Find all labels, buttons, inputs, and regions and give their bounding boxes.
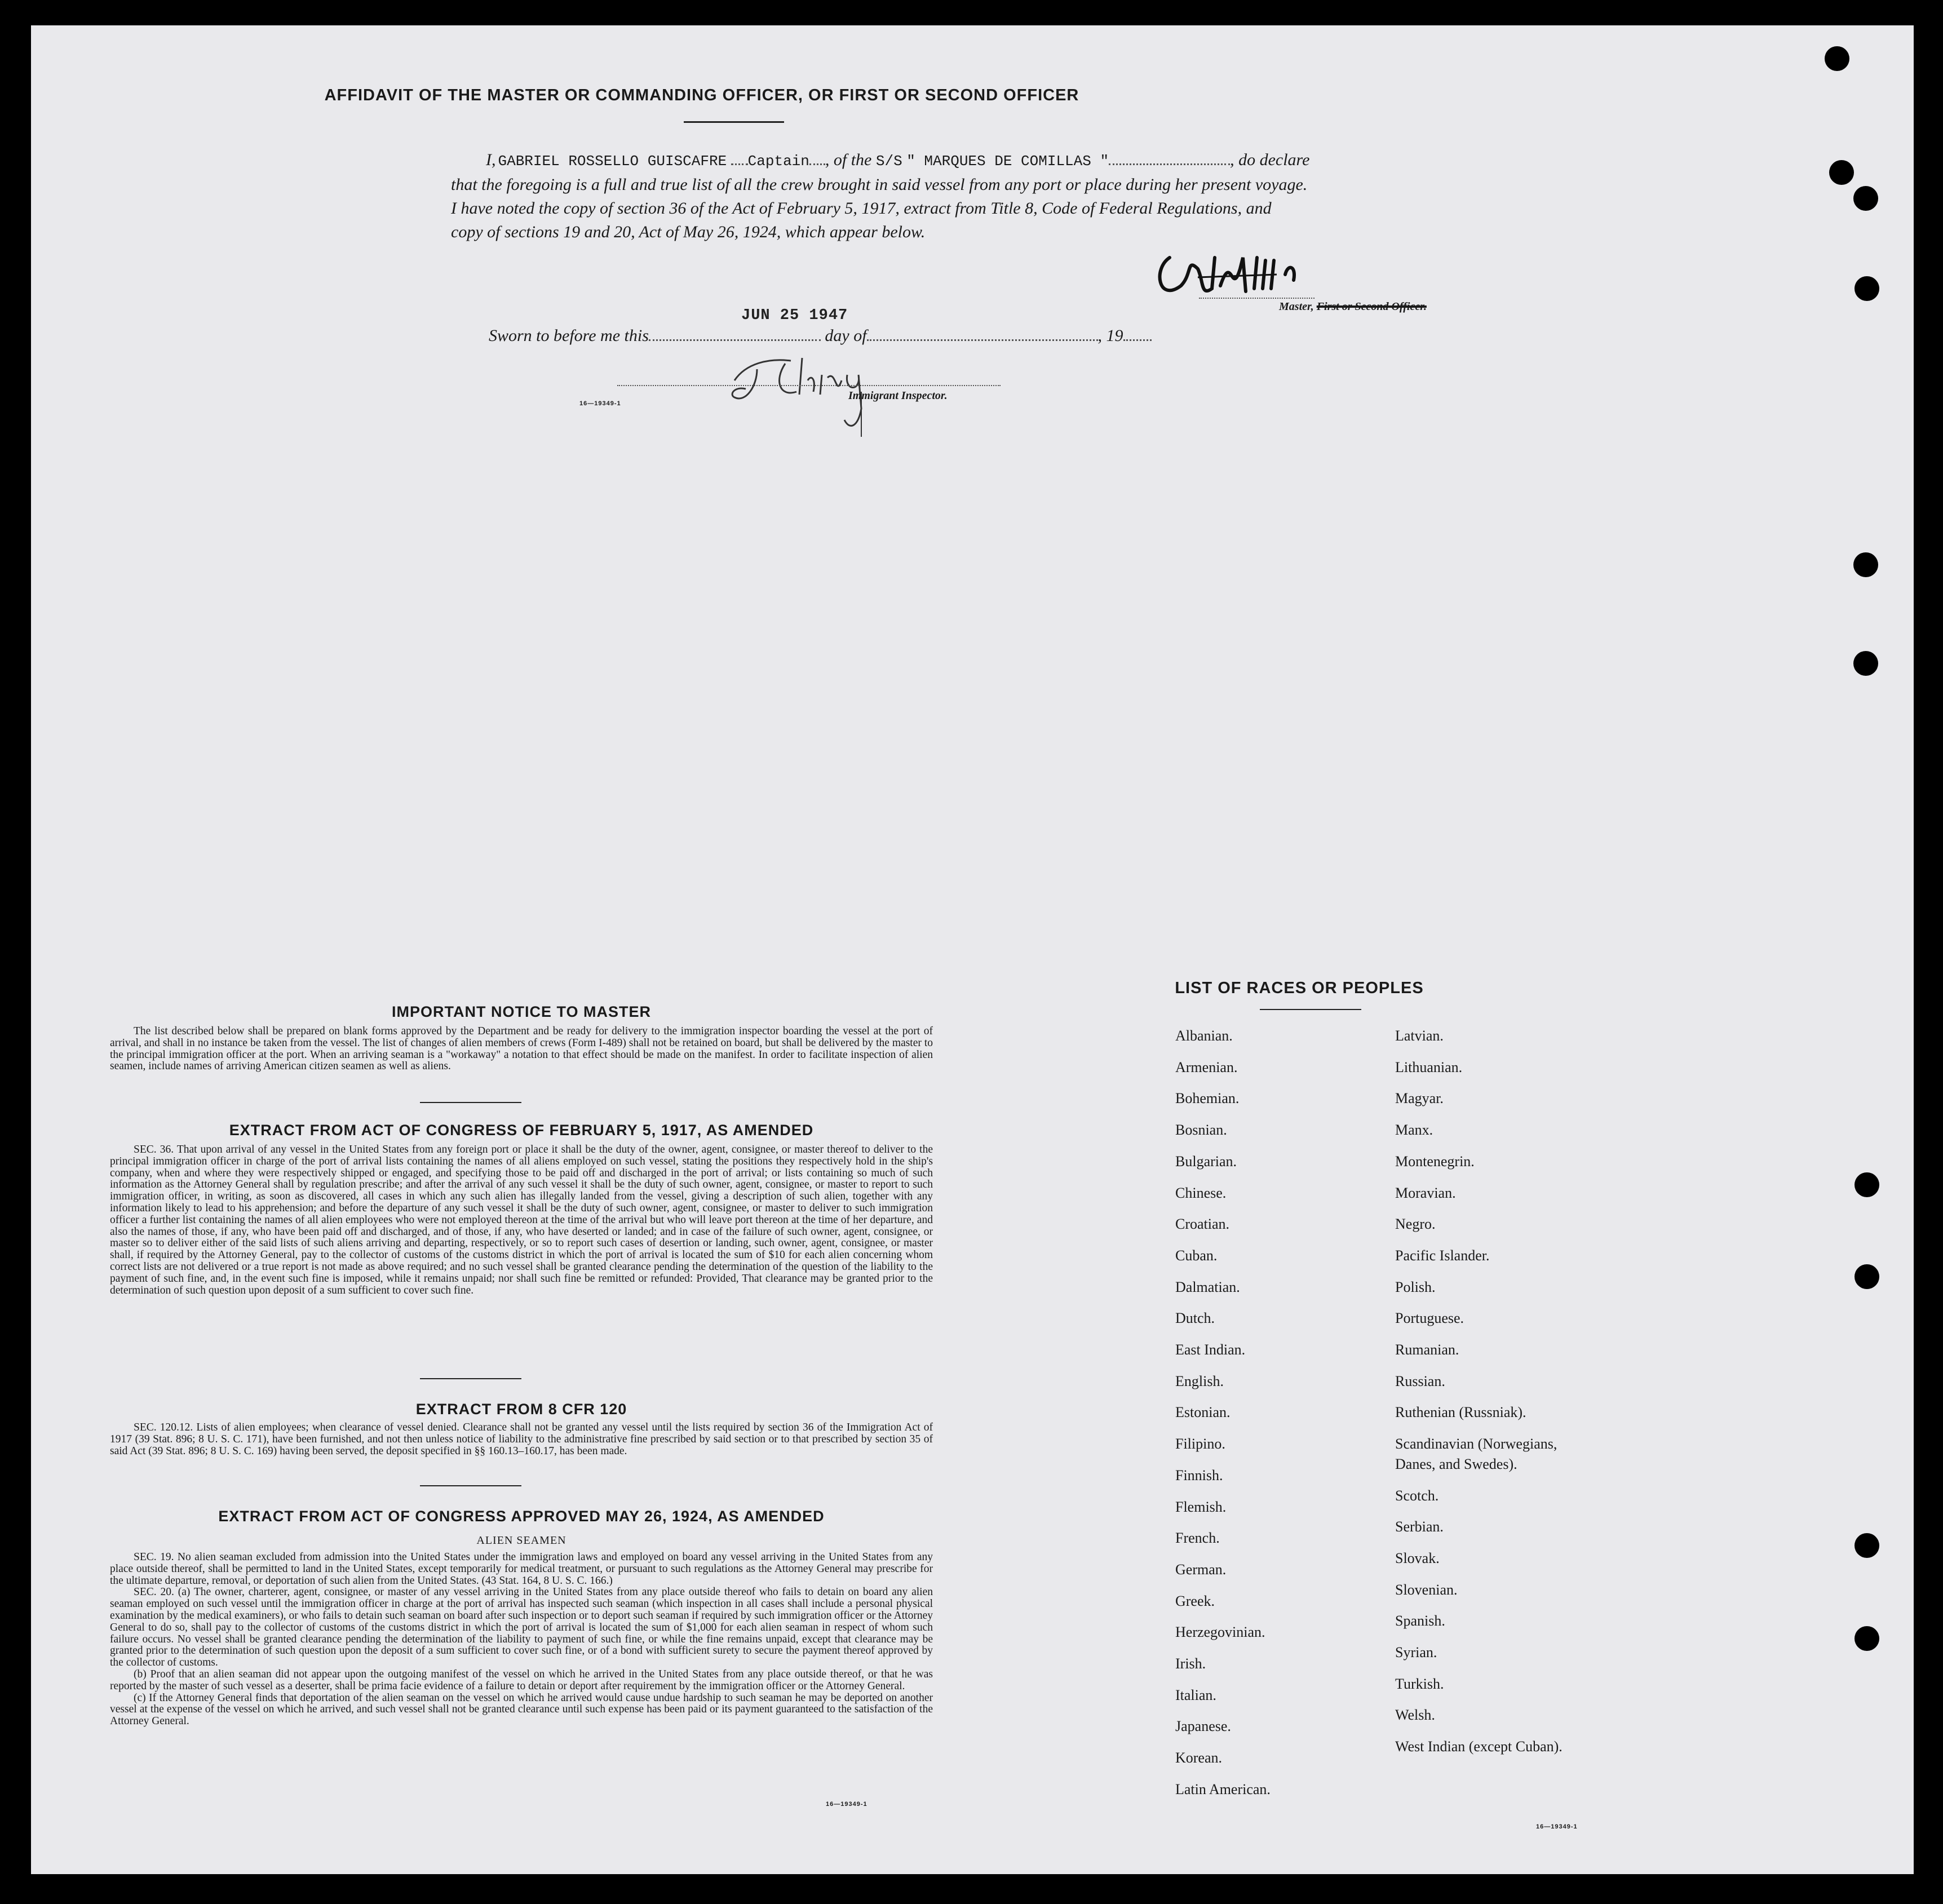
extract-1917-title: EXTRACT FROM ACT OF CONGRESS OF FEBRUARY 5, 1917, AS AMENDED <box>229 1122 814 1139</box>
race-item: Herzegovinian. <box>1175 1624 1265 1641</box>
race-item: Filipino. <box>1175 1436 1225 1453</box>
struck-officer-text: First or Second Officer. <box>1316 300 1427 313</box>
race-item: East Indian. <box>1175 1341 1246 1358</box>
do-declare-text: , do declare <box>1230 150 1310 169</box>
binder-hole <box>1853 186 1878 211</box>
race-item: Chinese. <box>1175 1184 1227 1201</box>
notice-rule <box>420 1102 521 1103</box>
race-item: Albanian. <box>1175 1028 1233 1044</box>
races-rule <box>1260 1009 1361 1010</box>
inspector-signature-line <box>617 385 1001 386</box>
race-item: Scandinavian (Norwegians, <box>1395 1436 1557 1453</box>
race-item: German. <box>1175 1561 1227 1578</box>
race-item: Turkish. <box>1395 1675 1444 1692</box>
binder-hole <box>1855 1264 1879 1289</box>
binder-hole <box>1855 1626 1879 1651</box>
binder-hole <box>1853 651 1878 676</box>
race-item: Korean. <box>1175 1750 1223 1766</box>
race-item: Bohemian. <box>1175 1090 1240 1107</box>
sec-20c: (c) If the Attorney General finds that deportation of the alien seaman on the vessel on which he arrived would cause undue hardship to such seaman he may be deported on another vessel at the expense of the vessel on which he arrived, and such vessel shall not be granted clearance until such expense has been paid or its payment guaranteed to the satisfaction of the Attorney General. <box>110 1692 933 1728</box>
race-item: Scotch. <box>1395 1487 1439 1504</box>
extract-1924-title: EXTRACT FROM ACT OF CONGRESS APPROVED MAY 26, 1924, AS AMENDED <box>218 1508 825 1525</box>
race-item: Rumanian. <box>1395 1341 1459 1358</box>
race-item: Ruthenian (Russniak). <box>1395 1404 1526 1421</box>
captain-rank: Captain <box>747 153 809 170</box>
race-item: Japanese. <box>1175 1718 1231 1735</box>
race-item: Negro. <box>1395 1216 1436 1233</box>
race-item: Latvian. <box>1395 1028 1444 1044</box>
notice-body: The list described below shall be prepared on blank forms approved by the Department and be ready for delivery to the immigration inspector boarding the vessel at the port of arrival, and shall in no instance be taken from the vessel. The list of changes of alien members of crews (Form I-489) shall not be retained on board, but shall be delivered by the master to the principal immigration officer at the port. When an arriving seaman is a "workaway" a notation to that effect should be made on the manifest. In order to facilitate inspection of alien seamen, include names of arriving American citizen seamen as well as aliens. <box>110 1025 933 1073</box>
race-item: Bosnian. <box>1175 1122 1227 1139</box>
binder-hole <box>1829 160 1854 185</box>
race-item: Slovenian. <box>1395 1581 1458 1598</box>
race-item: Spanish. <box>1395 1613 1445 1630</box>
master-signature-line <box>1199 298 1314 299</box>
master-label <box>1279 300 1427 313</box>
binder-hole <box>1855 1533 1879 1558</box>
race-item: Greek. <box>1175 1592 1215 1609</box>
race-item: Cuban. <box>1175 1247 1218 1264</box>
sec-19: SEC. 19. No alien seaman excluded from admission into the United States under the immigration laws and employed on board any vessel arriving in the United States from any place outside thereof, shall be permitted to land in the United States, except temporarily for medical treatment, or pursuant to such regulations as the Attorney General may prescribe for the ultimate departure, removal, or deportation of such alien from the United States. (43 Stat. 164, 8 U. S. C. 166.) <box>110 1551 933 1587</box>
vessel-prefix: S/S <box>875 153 902 170</box>
date-stamp: JUN 25 1947 <box>741 307 848 324</box>
race-item: Manx. <box>1395 1122 1433 1139</box>
race-item: Bulgarian. <box>1175 1153 1237 1170</box>
extract-form-number: 16—19349-1 <box>826 1801 868 1808</box>
title-rule <box>684 121 784 123</box>
cfr-title: EXTRACT FROM 8 CFR 120 <box>415 1401 627 1418</box>
race-item: Montenegrin. <box>1395 1153 1475 1170</box>
race-item: Finnish. <box>1175 1467 1223 1484</box>
race-item: Dutch. <box>1175 1310 1215 1327</box>
document-page <box>31 25 1914 1874</box>
cfr-rule <box>420 1485 521 1486</box>
binder-hole <box>1853 552 1878 577</box>
declaration-line-4: copy of sections 19 and 20, Act of May 26, 1924, which appear below. <box>451 223 926 241</box>
race-item: Serbian. <box>1395 1518 1444 1535</box>
inspector-label: Immigrant Inspector. <box>848 389 948 402</box>
declaration <box>451 148 1584 244</box>
race-item: Russian. <box>1395 1372 1445 1389</box>
races-title: LIST OF RACES OR PEOPLES <box>1175 979 1424 997</box>
race-item: Syrian. <box>1395 1644 1437 1661</box>
race-item: Slovak. <box>1395 1549 1440 1566</box>
race-item: Polish. <box>1395 1278 1436 1295</box>
master-text: Master, <box>1279 300 1314 313</box>
race-item: Danes, and Swedes). <box>1395 1455 1517 1472</box>
extract-1917-rule <box>420 1378 521 1379</box>
race-item: Dalmatian. <box>1175 1278 1240 1295</box>
extract-1924-body <box>110 1552 933 1728</box>
race-item: West Indian (except Cuban). <box>1395 1738 1563 1755</box>
race-item: English. <box>1175 1372 1224 1389</box>
declaration-line-3: I have noted the copy of section 36 of the Act of February 5, 1917, extract from Title 8, Code of Federal Regulations, and <box>451 199 1272 218</box>
race-item: Lithuanian. <box>1395 1059 1463 1075</box>
day-of-text: day of <box>825 326 867 345</box>
vessel-name: " MARQUES DE COMILLAS " <box>906 153 1109 170</box>
race-item: Flemish. <box>1175 1498 1227 1515</box>
binder-hole <box>1825 46 1849 71</box>
race-item: Pacific Islander. <box>1395 1247 1490 1264</box>
captain-name: GABRIEL ROSSELLO GUISCAFRE <box>498 153 727 170</box>
alien-seamen-subtitle: ALIEN SEAMEN <box>476 1534 566 1547</box>
race-item: Magyar. <box>1395 1090 1444 1107</box>
affidavit-form-number: 16—19349-1 <box>579 400 621 407</box>
race-item: Moravian. <box>1395 1184 1456 1201</box>
notice-title: IMPORTANT NOTICE TO MASTER <box>392 1003 651 1020</box>
declaration-i: I, <box>486 150 496 169</box>
race-item: Latin American. <box>1175 1781 1271 1797</box>
of-the-text: , of the <box>825 150 872 169</box>
declaration-line-2: that the foregoing is a full and true list of all the crew brought in said vessel from any port or place during her present voyage. <box>451 175 1308 194</box>
races-form-number: 16—19349-1 <box>1536 1823 1578 1830</box>
race-item: French. <box>1175 1530 1220 1547</box>
race-item: Croatian. <box>1175 1216 1230 1233</box>
affidavit-title: AFFIDAVIT OF THE MASTER OR COMMANDING OFFICER, OR FIRST OR SECOND OFFICER <box>324 86 1079 104</box>
race-item: Armenian. <box>1175 1059 1238 1075</box>
binder-hole <box>1855 1172 1879 1197</box>
binder-hole <box>1855 276 1879 301</box>
year-prefix: , 19 <box>1097 326 1123 345</box>
declaration-line-1 <box>451 148 1584 173</box>
sec-20a: SEC. 20. (a) The owner, charterer, agent, consignee, or master of any vessel arriving in the United States from any place outside thereof who fails to detain on board any alien seaman employed on such vessel until the immigration officer in charge at the port of arrival has inspected such seaman (which inspection in all cases shall include a personal physical examination by the medical examiners), or who fails to detain such seaman on board after such inspection or to deport such seaman if required by such immigration officer or the Attorney General to do so, shall pay to the collector of customs of the customs district in which the port of arrival is located the sum of $1,000 for each alien seaman in respect of whom such failure occurs. No vessel shall be granted clearance pending the determination of the liability to payment of such fine, or while the fine remains unpaid, except that clearance may be granted prior to the determination of such question upon the deposit of a sum sufficient to cover such fine, or of a bond with sufficient surety to secure the payment thereof approved by the collector of customs. <box>110 1586 933 1669</box>
sec-20b: (b) Proof that an alien seaman did not appear upon the outgoing manifest of the vessel on which he arrived in the United States from any place outside thereof, or that he was reported by the master of such vessel as a deserter, shall be prima facie evidence of a failure to detain or deport after requirement by the immigration officer or the Attorney General. <box>110 1668 933 1692</box>
sworn-prefix: Sworn to before me this <box>489 326 649 345</box>
race-item: Irish. <box>1175 1655 1206 1672</box>
race-item: Portuguese. <box>1395 1310 1464 1327</box>
race-item: Welsh. <box>1395 1707 1435 1724</box>
race-item: Italian. <box>1175 1686 1216 1703</box>
cfr-body: SEC. 120.12. Lists of alien employees; when clearance of vessel denied. Clearance shall not be granted any vessel until the lists required by section 36 of the Immigration Act of 1917 (39 Stat. 896; 8 U. S. C. 171), have been furnished, and not then unless notice of liability to the administrative fine prescribed by said section or to that prescribed by section 35 of said Act (39 Stat. 896; 8 U. S. C. 169) having been served, the deposit specified in §§ 160.13–160.17, has been made. <box>110 1422 933 1457</box>
extract-1917-body: SEC. 36. That upon arrival of any vessel in the United States from any foreign port or place it shall be the duty of the owner, agent, consignee, or master thereof to deliver to the principal immigration officer in charge of the port of arrival lists containing the names of all aliens employed on such vessel, stating the positions they respectively hold in the ship's company, when and where they were respectively shipped or engaged, and specifying those to be paid off and discharged in the port of arrival; or lists containing so much of such information as the Attorney General shall by regulation prescribe; and after the arrival of any such vessel it shall be the duty of such owner, agent, consignee, or master to report to such immigration officer, in writing, as soon as discovered, all cases in which any such alien has illegally landed from the vessel, giving a description of such alien, together with any information likely to lead to his apprehension; and before the departure of any such vessel it shall be the duty of such owner, agent, consignee, or master to deliver to such immigration officer a further list containing the names of all alien employees who were not employed thereon at the time of the arrival but who will leave port thereon at the time of her departure, and also the names of those, if any, who have been paid off and discharged, and of those, if any, who have deserted or landed; and in case of the failure of such owner, agent, consignee, or master so to deliver either of the said lists of such aliens arriving and departing, respectively, or so to report such cases of desertion or landing, such owner, agent, consignee, or master shall, if required by the Attorney General, pay to the collector of customs of the customs district in which the port of arrival is located the sum of $10 for each alien concerning whom correct lists are not delivered or a true report is not made as above required; and no such vessel shall be granted clearance pending the determination of the question of the liability to the payment of such fine, and, in the event such fine is imposed, while it remains unpaid; nor shall such fine be remitted or refunded: Provided, That clearance may be granted prior to the determination of such question upon deposit of a sum sufficient to cover such fine. <box>110 1144 933 1296</box>
race-item: Estonian. <box>1175 1404 1231 1421</box>
